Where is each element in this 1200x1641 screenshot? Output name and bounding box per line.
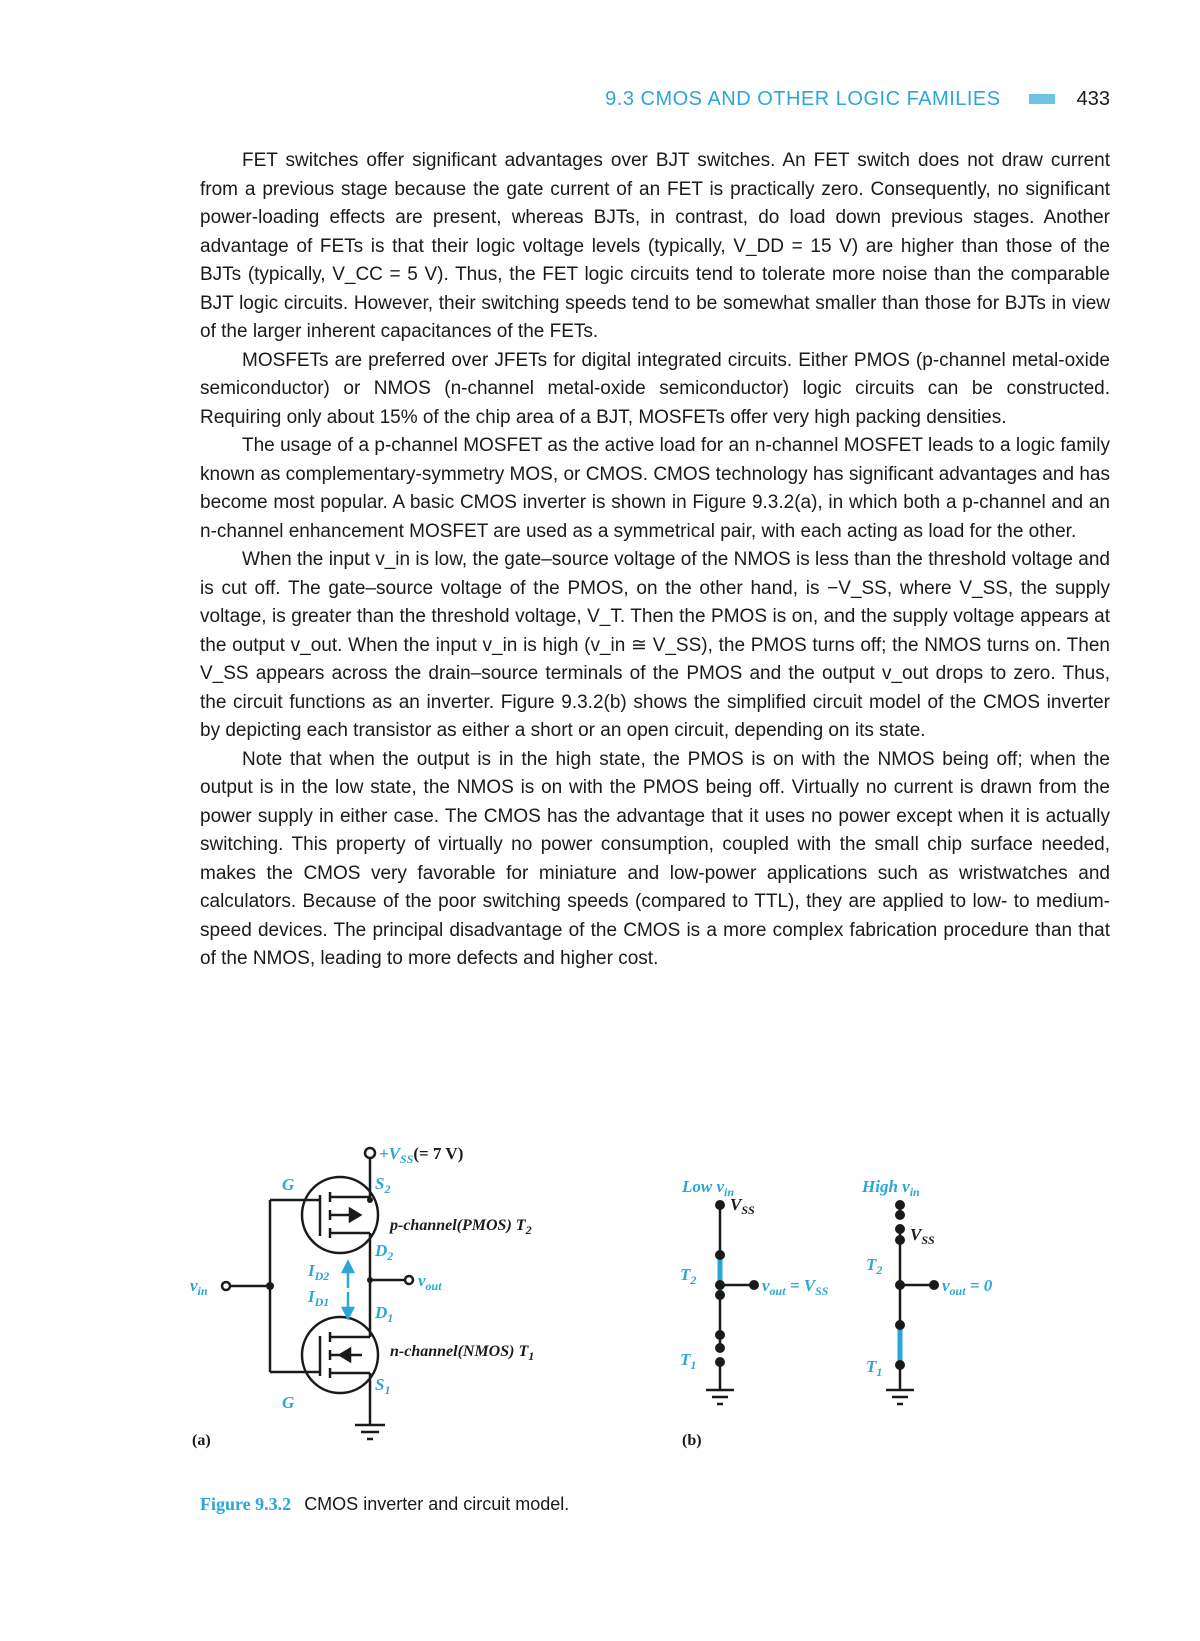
vout-terminal [405,1276,413,1284]
vin-terminal [222,1282,230,1290]
vout-label: $v_{out}$ [418,1271,442,1293]
paragraph: The usage of a p-channel MOSFET as the active load for an n-channel MOSFET leads to a logic family known as complementary-symmetry MOS, or CMOS. CMOS technology has significant advantages and has become most popular. A basic CMOS inverter is shown in Figure 9.3.2(a), in which both a p-channel and an n-channel enhancement MOSFET are used as a symmetrical pair, with each acting as load for the other. [200,435,1110,542]
section-title: 9.3 CMOS AND OTHER LOGIC FAMILIES [605,87,1001,110]
low-t1-label: $T_1$ [680,1350,697,1372]
paragraph: MOSFETs are preferred over JFETs for digital integrated circuits. Either PMOS (p-channel metal-oxide semiconductor) or NMOS (n-channel metal-oxide semiconductor) logic circuits can be constructed. Requiring only about 15% of the chip area of a BJT, MOSFETs offer very high packing densities. [200,349,1110,428]
header-bar [1029,94,1055,104]
high-vss-label: $V_{SS}$ [910,1225,935,1247]
supply-label: $+V_{SS}(= 7$ V) [379,1144,464,1166]
d2-label: $D_2$ [375,1241,394,1263]
high-t2-label: $T_2$ [866,1255,883,1277]
low-vin-title: Low $v_{in}$ [682,1177,735,1199]
figure-9-3-2 [190,1140,1090,1500]
pmos-label: p-channel(PMOS) $T_2$ [390,1217,532,1237]
s2-label: $S_2$ [375,1174,391,1196]
s1-label: $S_1$ [375,1375,391,1397]
id1-label: $I_{D1}$ [308,1287,330,1309]
paragraph: Note that when the output is in the high state, the PMOS is on with the NMOS being off; when the output is in the low state, the NMOS is on with the PMOS being off. Virtually no current is drawn from the power supply in either case. The CMOS has the advantage that it uses no power except when it is actually switching. This property of virtually no power consumption, coupled with the small chip surface needed, makes the CMOS very favorable for miniature and low-power applications such as wristwatches and calculators. Because of the poor switching speeds (compared to TTL), they are applied to low- to medium-speed devices. The principal disadvantage of the CMOS is a more complex fabrication procedure than that of the NMOS, leading to more defects and higher cost. [200,748,1110,969]
caption-text: CMOS inverter and circuit model. [304,1494,570,1514]
paragraph: FET switches offer significant advantages over BJT switches. An FET switch does not draw current from a previous stage because the gate current of an FET is practically zero. Consequently, no significant power-loading effects are present, whereas BJTs, in contrast, do load down previous stages. Another advantage of FETs is that their logic voltage levels (typically, V_DD = 15 V) are higher than those of the BJTs (typically, V_CC = 5 V). Thus, the FET logic circuits tend to tolerate more noise than the comparable BJT logic circuits. However, their switching speeds tend to be somewhat smaller than those for BJTs in view of the larger inherent capacitances of the FETs. [200,150,1110,342]
high-vout-label: $v_{out} = 0$ [942,1276,993,1298]
gate-label-bottom: G [282,1393,295,1412]
nmos-label: n-channel(NMOS) $T_1$ [390,1343,535,1363]
vin-label: $v_{in}$ [190,1276,208,1298]
low-vout-label: $v_{out} = V_{SS}$ [762,1276,829,1298]
low-vss-label: $V_{SS}$ [730,1195,755,1217]
running-header [200,84,1110,114]
low-t2-label: $T_2$ [680,1265,697,1287]
high-vin-title: High $v_{in}$ [862,1177,920,1199]
cmos-diagram [190,1140,1090,1500]
id2-label: $I_{D2}$ [308,1261,330,1283]
d1-label: $D_1$ [375,1303,394,1325]
panel-b-label: (b) [682,1432,702,1449]
caption-label: Figure 9.3.2 [200,1494,292,1514]
paragraph: When the input v_in is low, the gate–source voltage of the NMOS is less than the threshold voltage and is cut off. The gate–source voltage of the PMOS, on the other hand, is −V_SS, where V_SS, the supply voltage, is greater than the threshold voltage, V_T. Then the PMOS is on, and the supply voltage appears at the output v_out. When the input v_in is high (v_in ≅ V_SS), the PMOS turns off; the NMOS turns on. Then V_SS appears across the drain–source terminals of the PMOS and the output v_out drops to zero. Thus, the circuit functions as an inverter. Figure 9.3.2(b) shows the simplified circuit model of the CMOS inverter by depicting each transistor as either a short or an open circuit, depending on its state. [200,549,1110,741]
gate-label-top: G [282,1175,295,1194]
body-text [200,147,1110,974]
high-t1-label: $T_1$ [866,1357,883,1379]
supply-terminal [365,1148,375,1158]
figure-caption [200,1494,569,1515]
panel-a-label: (a) [192,1432,211,1449]
page-number: 433 [1076,87,1110,110]
